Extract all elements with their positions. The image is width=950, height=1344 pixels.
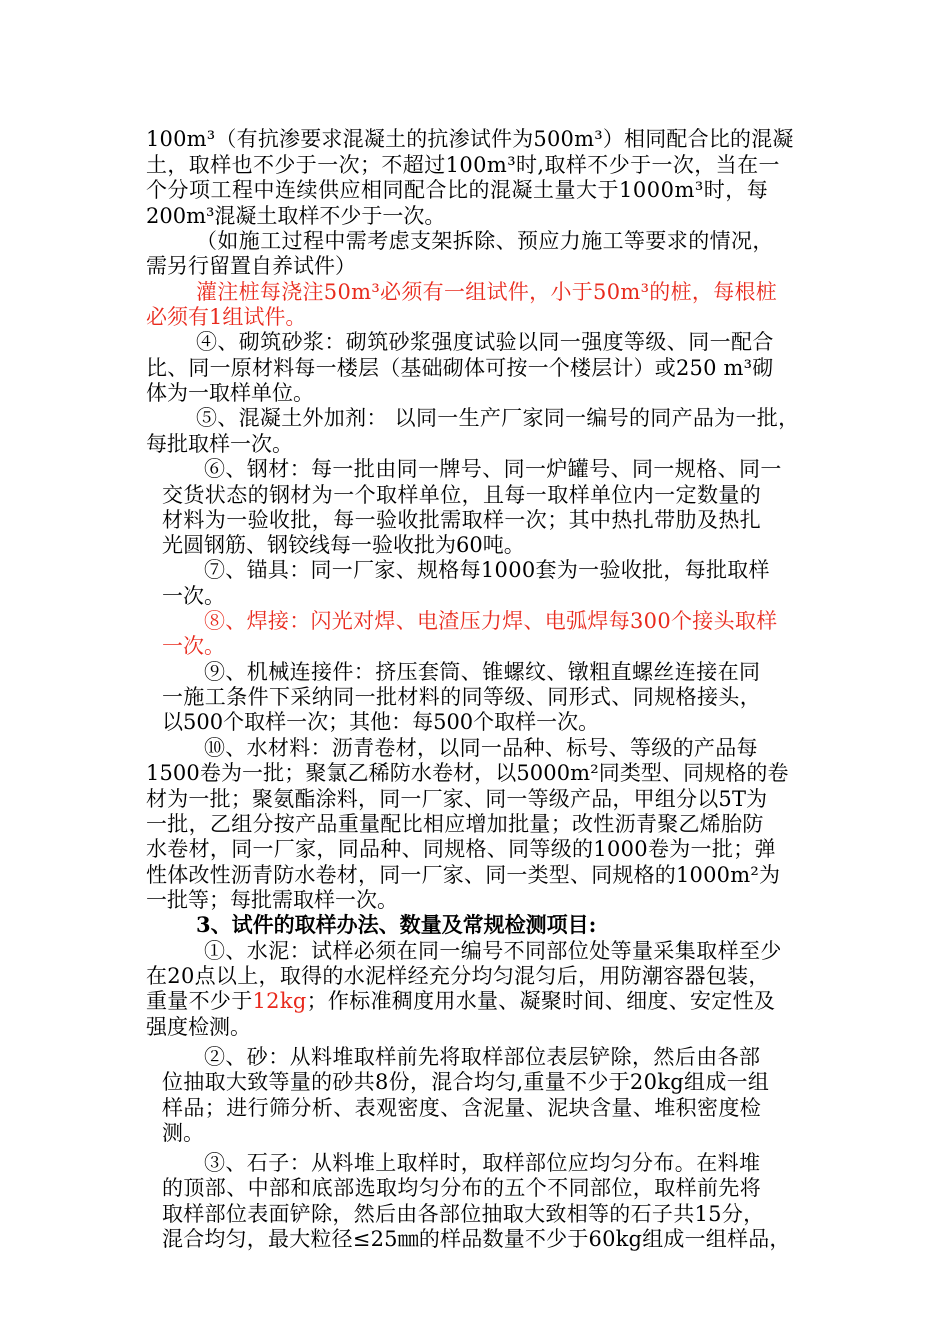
text-line: 交货状态的钢材为一个取样单位，且每一取样单位内一定数量的 bbox=[162, 483, 762, 507]
highlight-line: ⑧、焊接：闪光对焊、电渣压力焊、电弧焊每300个接头取样 bbox=[204, 609, 778, 633]
text-line: 水卷材，同一厂家，同品种、同规格、同等级的1000卷为一批；弹 bbox=[146, 837, 776, 861]
text-line: 100m³（有抗渗要求混凝土的抗渗试件为500m³）相同配合比的混凝 bbox=[146, 127, 794, 151]
text-line: 光圆钢筋、钢铰线每一验收批为60吨。 bbox=[162, 533, 525, 557]
text-line: ③、石子：从料堆上取样时，取样部位应均匀分布。在料堆 bbox=[204, 1151, 761, 1175]
text-line: 位抽取大致等量的砂共8份，混合均匀,重量不少于20kg组成一组 bbox=[162, 1070, 770, 1094]
text-line: 材料为一验收批，每一验收批需取样一次；其中热扎带肋及热扎 bbox=[162, 508, 762, 532]
text-run: 重量不少于 bbox=[146, 989, 253, 1013]
text-line: 1500卷为一批；聚氯乙稀防水卷材，以5000m²同类型、同规格的卷 bbox=[146, 761, 789, 785]
text-line: 一施工条件下采纳同一批材料的同等级、同形式、同规格接头， bbox=[162, 685, 762, 709]
text-line: ⑨、机械连接件：挤压套筒、锥螺纹、镦粗直螺丝连接在同 bbox=[204, 660, 761, 684]
text-line: 一批，乙组分按产品重量配比相应增加批量；改性沥青聚乙烯胎防 bbox=[146, 812, 764, 836]
highlight-line: 灌注桩每浇注50m³必须有一组试件，小于50m³的桩，每根桩 bbox=[196, 280, 778, 304]
text-line: ⑦、锚具：同一厂家、规格每1000套为一验收批，每批取样 bbox=[204, 558, 770, 582]
text-line: 性体改性沥青防水卷材，同一厂家、同一类型、同规格的1000m²为 bbox=[146, 863, 781, 887]
text-line: 一次。 bbox=[162, 584, 225, 608]
text-line: ②、砂：从料堆取样前先将取样部位表层铲除，然后由各部 bbox=[204, 1045, 761, 1069]
text-line: ①、水泥：试样必须在同一编号不同部位处等量采集取样至少 bbox=[204, 939, 782, 963]
text-line: 每批取样一次。 bbox=[146, 432, 293, 456]
text-line: 混合均匀，最大粒径≤25㎜的样品数量不少于60kg组成一组样品， bbox=[162, 1227, 791, 1251]
text-line: （如施工过程中需考虑支架拆除、预应力施工等要求的情况， bbox=[196, 229, 774, 253]
text-line: ⑤、混凝土外加剂： 以同一生产厂家同一编号的同产品为一批， bbox=[196, 406, 800, 430]
text-line: 材为一批；聚氨酯涂料，同一厂家、同一等级产品，甲组分以5T为 bbox=[146, 787, 768, 811]
text-line: 比、同一原材料每一楼层（基础砌体可按一个楼层计）或250 m³砌 bbox=[146, 356, 774, 380]
text-line: 个分项工程中连续供应相同配合比的混凝土量大于1000m³时，每 bbox=[146, 178, 769, 202]
text-line: 体为一取样单位。 bbox=[146, 381, 314, 405]
text-line: 以500个取样一次；其他：每500个取样一次。 bbox=[162, 710, 600, 734]
text-line: 需另行留置自养试件） bbox=[146, 254, 356, 278]
text-line: 取样部位表面铲除，然后由各部位抽取大致相等的石子共15分， bbox=[162, 1202, 765, 1226]
text-line: 在20点以上，取得的水泥样经充分均匀混匀后，用防潮容器包装， bbox=[146, 964, 770, 988]
text-line: ⑥、钢材：每一批由同一牌号、同一炉罐号、同一规格、同一 bbox=[204, 457, 782, 481]
text-run: ；作标准稠度用水量、凝聚时间、细度、安定性及 bbox=[306, 989, 776, 1013]
text-line: ④、砌筑砂浆：砌筑砂浆强度试验以同一强度等级、同一配合 bbox=[196, 330, 774, 354]
text-line: 样品；进行筛分析、表观密度、含泥量、泥块含量、堆积密度检 bbox=[162, 1096, 762, 1120]
text-line: ⑩、水材料：沥青卷材，以同一品种、标号、等级的产品每 bbox=[204, 736, 758, 760]
text-line: 200m³混凝土取样不少于一次。 bbox=[146, 204, 446, 228]
text-line: 强度检测。 bbox=[146, 1015, 251, 1039]
text-line bbox=[146, 988, 775, 1014]
highlight-weight: 12kg bbox=[252, 989, 307, 1013]
text-line: 一批等；每批需取样一次。 bbox=[146, 888, 398, 912]
text-line: 的顶部、中部和底部选取均匀分布的五个不同部位，取样前先将 bbox=[162, 1176, 762, 1200]
text-line: 土，取样也不少于一次；不超过100m³时,取样不少于一次，当在一 bbox=[146, 153, 780, 177]
highlight-line: 一次。 bbox=[162, 634, 225, 658]
highlight-line: 必须有1组试件。 bbox=[146, 305, 307, 329]
text-line: 测。 bbox=[162, 1121, 204, 1145]
section-heading: 3、试件的取样办法、数量及常规检测项目: bbox=[196, 912, 597, 937]
